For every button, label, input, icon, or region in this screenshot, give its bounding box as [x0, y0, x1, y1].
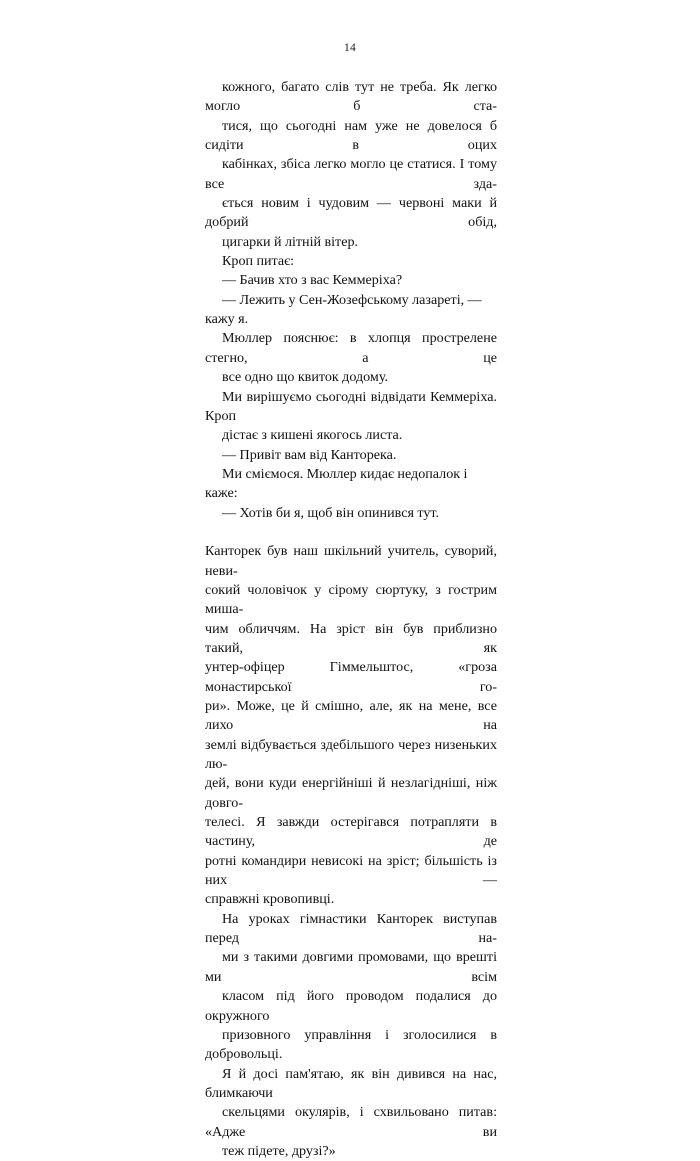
paragraph [205, 388, 497, 446]
paragraph [205, 542, 497, 910]
text-line: кабінках, збіса легко могло це статися. І тому все зда- [205, 156, 497, 192]
text-line: все одно що квиток додому. [222, 369, 388, 386]
text-line: скельцями окулярів, і схвильовано питав: «Адже ви [205, 1104, 497, 1140]
text-line: землі відбувається здебільшого через низеньких лю- [205, 736, 497, 773]
text-line: На уроках гімнастики Канторек виступав перед на- [205, 910, 497, 947]
paragraph [205, 271, 497, 290]
text-line: Я й досі пам'ятаю, як він дивився на нас, блимкаючи [205, 1065, 497, 1101]
text-line: ється новим і чудовим — червоні маки й добрий обід, [205, 195, 497, 231]
text-line: ротні командири невисокі на зріст; більшість із них — [205, 852, 497, 889]
text-line: чим обличчям. На зріст він був приблизно такий, як [205, 620, 497, 656]
text-line: кожного, багато слів тут не треба. Як легко могло б ста- [205, 79, 497, 115]
text-line: — Привіт вам від Канторека. [222, 446, 397, 463]
text-line: цигарки й літній вітер. [222, 233, 359, 250]
text-line: справжні кровопивці. [205, 891, 335, 908]
text-line: теж підете, друзі?» [222, 1142, 336, 1159]
paragraph [205, 465, 497, 504]
page-text-block [205, 78, 497, 1161]
text-line: Кроп питає: [222, 253, 295, 270]
text-line: призовного управління і зголосилися в добровольці. [205, 1026, 497, 1063]
text-line: дей, вони куди енергійніші й незлагідніші, ніж довго- [205, 775, 497, 811]
paragraph [205, 910, 497, 1161]
paragraph [205, 78, 497, 252]
text-line: Канторек був наш шкільний учитель, суворий, неви- [205, 543, 497, 579]
text-line: — Хотів би я, щоб він опинився тут. [222, 504, 440, 521]
text-line: класом під його проводом подалися до окружного [205, 988, 497, 1024]
paragraph [205, 329, 497, 387]
paragraph [205, 252, 497, 271]
paragraph [205, 504, 497, 523]
text-line: Ми вирішуємо сьогодні відвідати Кеммеріха. Кроп [205, 388, 497, 424]
text-line: унтер-офіцер Гіммельштос, «гроза монастирської го- [205, 659, 497, 695]
text-line: телесі. Я завжди остерігався потрапляти в частину, де [205, 814, 497, 850]
text-line: ми з такими довгими промовами, що врешті ми всім [205, 949, 497, 985]
paragraph [205, 291, 497, 330]
text-line: Мюллер пояснює: в хлопця прострелене стегно, а це [205, 330, 497, 366]
text-line: — Бачив хто з вас Кеммеріха? [222, 272, 403, 289]
page-number: 14 [343, 42, 357, 54]
paragraph-gap [205, 523, 497, 542]
text-line: тися, що сьогодні нам уже не довелося б сидіти в оцих [205, 117, 497, 154]
text-line: дістає з кишені якогось листа. [222, 427, 403, 444]
text-line: — Лежить у Сен-Жозефському лазареті, — кажу я. [205, 291, 482, 328]
text-line: сокий чоловічок у сірому сюртуку, з гострим миша- [205, 581, 497, 618]
text-line: Ми сміємося. Мюллер кидає недопалок і каже: [205, 465, 468, 502]
paragraph [205, 446, 497, 465]
text-line: ри». Може, це й смішно, але, як на мене, все лихо на [205, 698, 497, 734]
